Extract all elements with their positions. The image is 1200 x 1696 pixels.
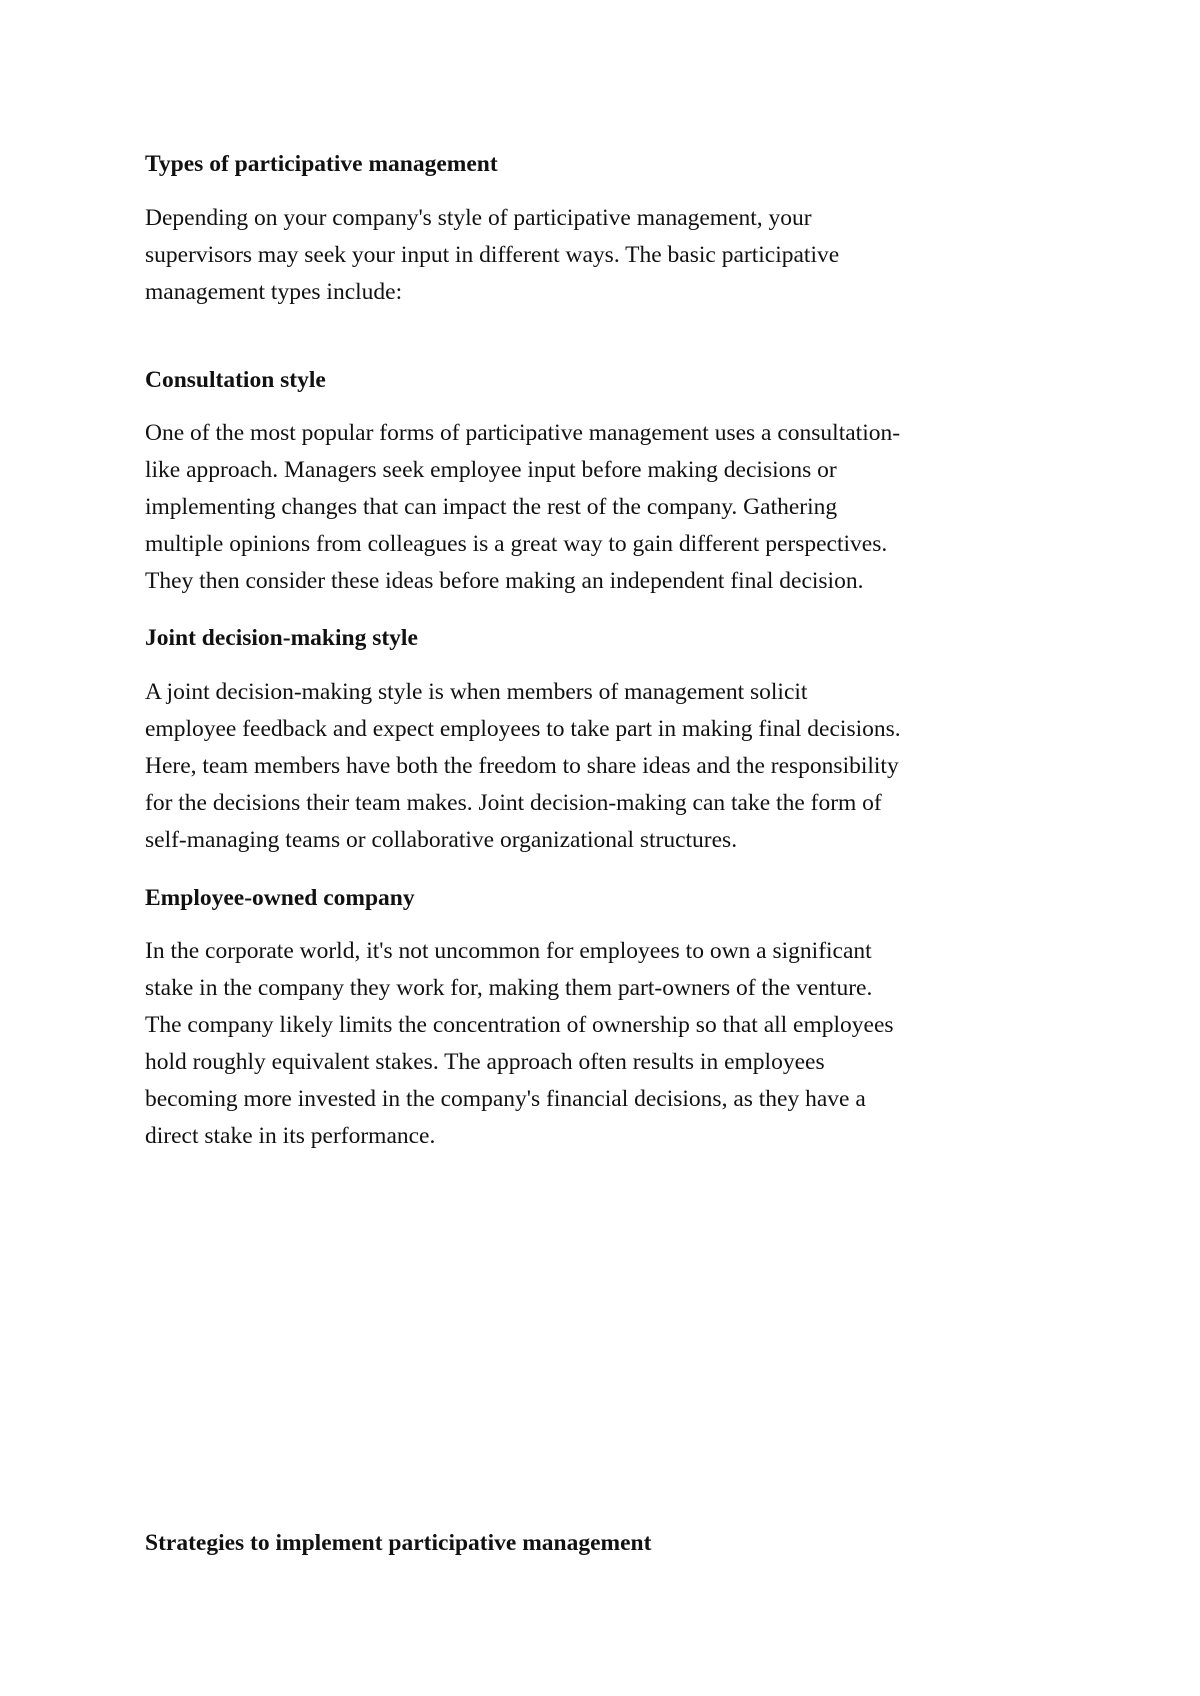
paragraph-line: becoming more invested in the company's financial decisions, as they have a	[145, 1086, 866, 1112]
paragraph-line: management types include:	[145, 279, 403, 305]
paragraph-line: implementing changes that can impact the rest of the company. Gathering	[145, 494, 838, 520]
paragraph-line: like approach. Managers seek employee input before making decisions or	[145, 457, 837, 483]
paragraph-line: multiple opinions from colleagues is a great way to gain different perspectives.	[145, 531, 888, 557]
paragraph-line: direct stake in its performance.	[145, 1123, 436, 1149]
paragraph-line: supervisors may seek your input in different ways. The basic participative	[145, 242, 840, 268]
paragraph-line: In the corporate world, it's not uncommon for employees to own a significant	[145, 938, 872, 964]
paragraph-line: Depending on your company's style of participative management, your	[145, 205, 812, 231]
paragraph-line: A joint decision-making style is when members of management solicit	[145, 679, 808, 705]
section-heading-joint: Joint decision-making style	[145, 625, 418, 651]
paragraph-line: Here, team members have both the freedom to share ideas and the responsibility	[145, 753, 899, 779]
section-heading-employee-owned: Employee-owned company	[145, 885, 415, 911]
joint-paragraph	[145, 674, 1085, 859]
consultation-paragraph	[145, 415, 1085, 600]
section-heading-types: Types of participative management	[145, 151, 498, 177]
paragraph-line: hold roughly equivalent stakes. The approach often results in employees	[145, 1049, 825, 1075]
paragraph-line: stake in the company they work for, making them part-owners of the venture.	[145, 975, 873, 1001]
paragraph-line: They then consider these ideas before making an independent final decision.	[145, 568, 864, 594]
employee-owned-paragraph	[145, 933, 1085, 1155]
section-heading-consultation: Consultation style	[145, 367, 326, 393]
paragraph-line: self-managing teams or collaborative organizational structures.	[145, 827, 738, 853]
paragraph-line: One of the most popular forms of participative management uses a consultation-	[145, 420, 901, 446]
intro-paragraph	[145, 200, 1085, 311]
paragraph-line: The company likely limits the concentration of ownership so that all employees	[145, 1012, 894, 1038]
paragraph-line: employee feedback and expect employees to take part in making final decisions.	[145, 716, 901, 742]
paragraph-line: for the decisions their team makes. Joint decision-making can take the form of	[145, 790, 882, 816]
section-heading-strategies: Strategies to implement participative management	[145, 1530, 652, 1556]
